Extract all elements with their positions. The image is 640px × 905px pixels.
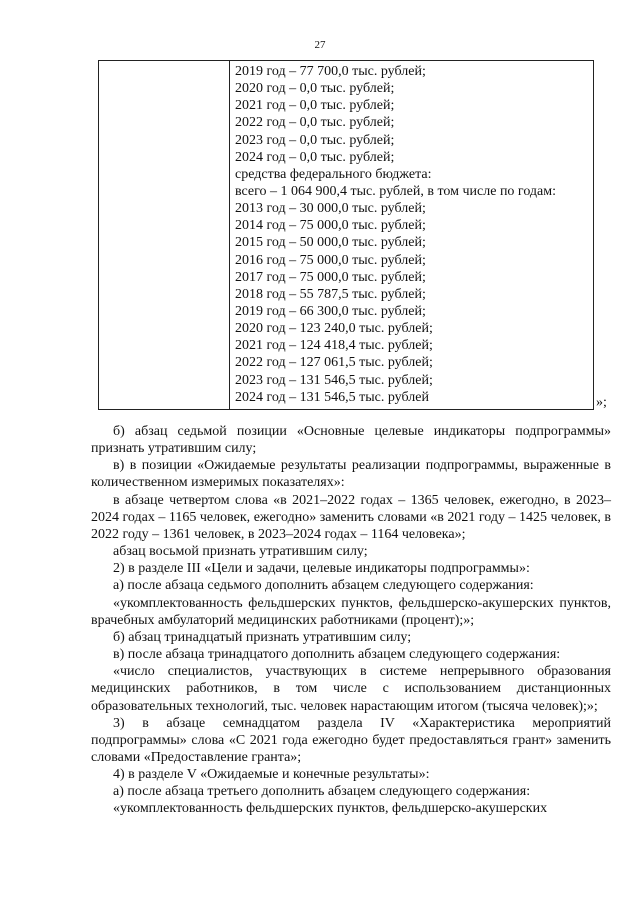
paragraph: а) после абзаца седьмого дополнить абзацем следующего содержания:	[113, 578, 534, 594]
paragraph: 2) в разделе III «Цели и задачи, целевые индикаторы подпрограммы»:	[113, 561, 530, 577]
funding-line: 2014 год – 75 000,0 тыс. рублей;	[235, 218, 426, 234]
funding-line: 2024 год – 0,0 тыс. рублей;	[235, 149, 395, 165]
table-column-divider	[229, 61, 230, 409]
funding-line: 2023 год – 131 546,5 тыс. рублей;	[235, 372, 433, 388]
funding-line: 2019 год – 66 300,0 тыс. рублей;	[235, 303, 426, 319]
paragraph: в абзаце четвертом слова «в 2021–2022 годах – 1365 человек, ежегодно, в 2023–2024 годах – 1165 человек, ежегодно» заменить словами «в 2021 году – 1425 человек, в 2022 году – 1361 человек, в 2023–2024 годах – 1164 человека»;	[91, 492, 611, 542]
paragraph: абзац восьмой признать утратившим силу;	[113, 544, 368, 560]
funding-line: 2013 год – 30 000,0 тыс. рублей;	[235, 201, 426, 217]
page-number: 27	[314, 39, 326, 51]
funding-line: 2024 год – 131 546,5 тыс. рублей	[235, 389, 429, 405]
funding-line: 2022 год – 0,0 тыс. рублей;	[235, 115, 395, 131]
funding-line: 2019 год – 77 700,0 тыс. рублей;	[235, 64, 426, 79]
funding-line: 2020 год – 0,0 тыс. рублей;	[235, 81, 395, 97]
paragraph: «укомплектованность фельдшерских пунктов, фельдшерско-акушерских пунктов, врачебных амбулаторий медицинских работниками (процент);»;	[91, 595, 611, 628]
funding-line: 2020 год – 123 240,0 тыс. рублей;	[235, 321, 433, 337]
document-body	[91, 423, 611, 818]
funding-line: 2015 год – 50 000,0 тыс. рублей;	[235, 235, 426, 251]
funding-line: 2021 год – 124 418,4 тыс. рублей;	[235, 338, 433, 354]
paragraph: «число специалистов, участвующих в системе непрерывного образования медицинских работников, в том числе с использованием дистанционных образовательных технологий, тыс. человек нарастающим итогом (тысяча человек);»;	[91, 664, 611, 714]
funding-line: 2022 год – 127 061,5 тыс. рублей;	[235, 355, 433, 371]
paragraph: 3) в абзаце семнадцатом раздела IV «Характеристика мероприятий подпрограммы» слова «С 2021 года ежегодно будет предоставляться грант» заменить словами «Предоставление гранта»;	[91, 715, 611, 765]
paragraph: «укомплектованность фельдшерских пунктов, фельдшерско-акушерских	[113, 801, 548, 817]
funding-line: средства федерального бюджета:	[235, 166, 432, 182]
funding-line: 2017 год – 75 000,0 тыс. рублей;	[235, 269, 426, 285]
paragraph: 4) в разделе V «Ожидаемые и конечные результаты»:	[113, 767, 430, 783]
paragraph: б) абзац тринадцатый признать утратившим силу;	[113, 629, 412, 645]
paragraph: а) после абзаца третьего дополнить абзацем следующего содержания:	[113, 784, 531, 800]
funding-line: 2018 год – 55 787,5 тыс. рублей;	[235, 286, 426, 302]
funding-line: 2023 год – 0,0 тыс. рублей;	[235, 132, 395, 148]
paragraph: в) после абзаца тринадцатого дополнить абзацем следующего содержания:	[113, 647, 561, 663]
paragraph: б) абзац седьмой позиции «Основные целевые индикаторы подпрограммы» признать утратившим силу;	[91, 424, 611, 457]
funding-line: 2021 год – 0,0 тыс. рублей;	[235, 98, 395, 114]
table-closing-quote: »;	[596, 395, 607, 410]
funding-cell	[235, 63, 591, 406]
funding-line: 2016 год – 75 000,0 тыс. рублей;	[235, 252, 426, 268]
paragraph: в) в позиции «Ожидаемые результаты реализации подпрограммы, выраженные в количественном измеримых показателях»:	[91, 458, 611, 491]
funding-line: всего – 1 064 900,4 тыс. рублей, в том числе по годам:	[235, 183, 557, 199]
funding-table	[98, 60, 594, 410]
